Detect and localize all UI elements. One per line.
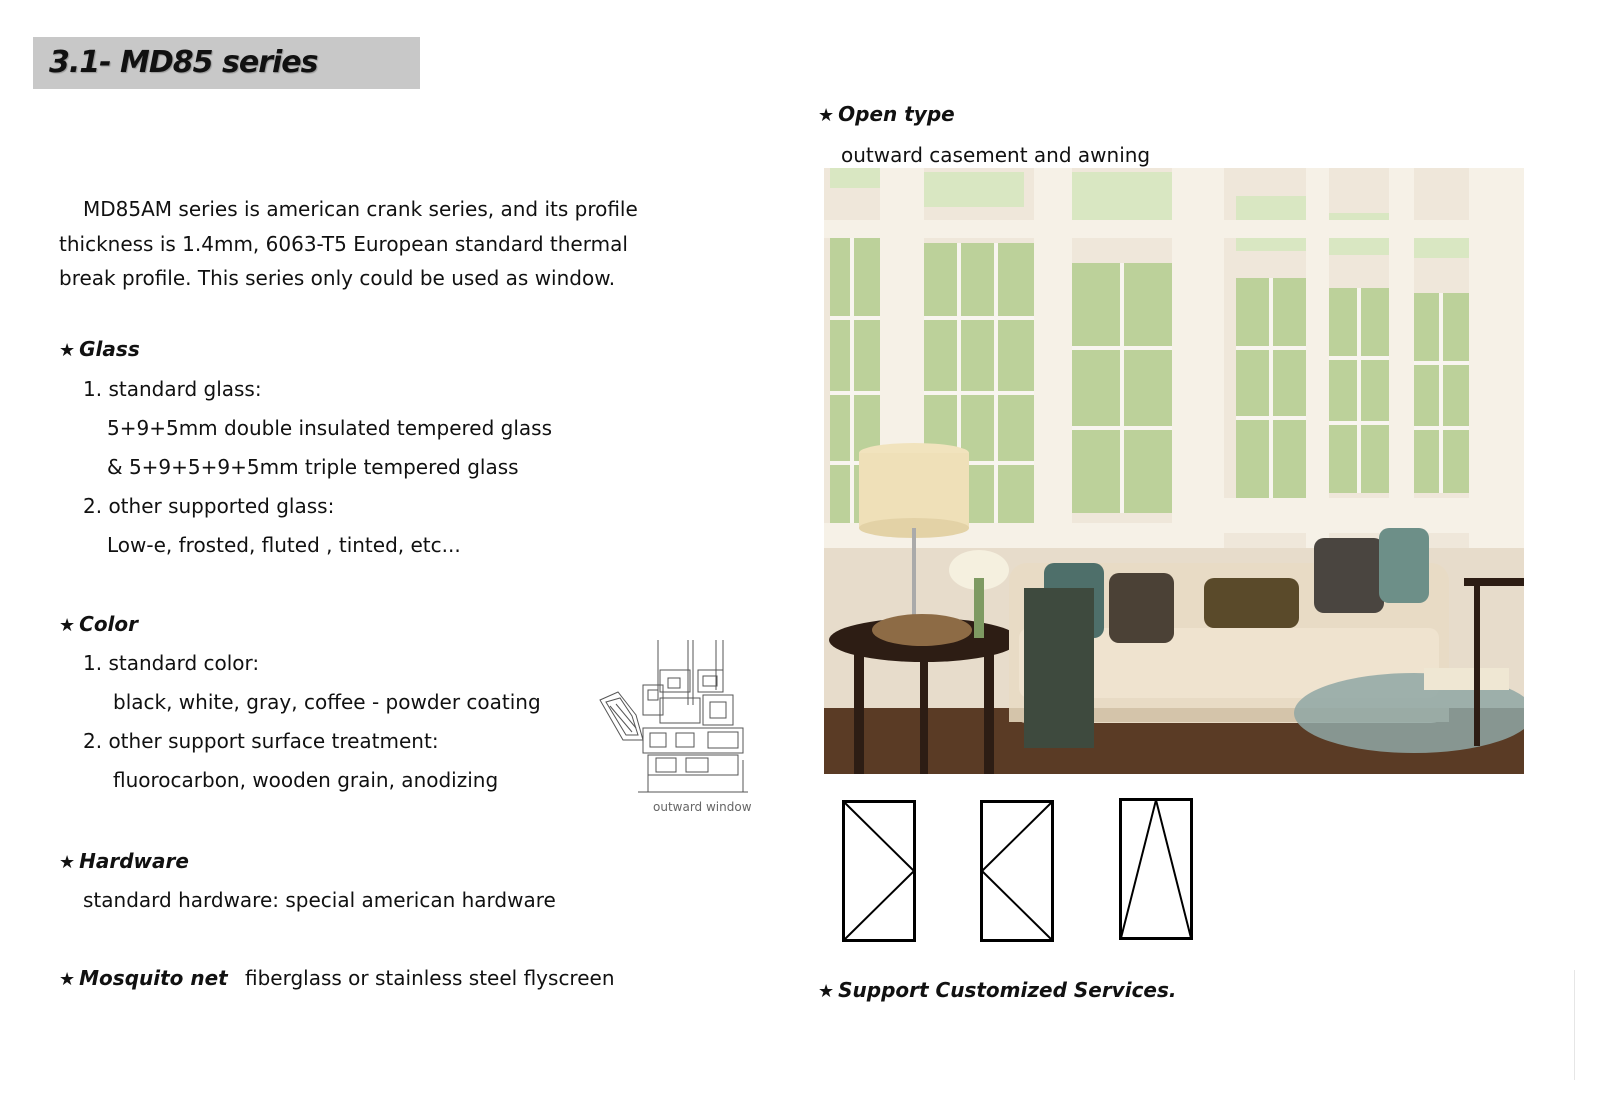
glass-heading — [59, 337, 140, 363]
casement-left-hinge-icon — [980, 800, 1054, 942]
support-heading — [818, 978, 1177, 1004]
casement-right-hinge-icon — [842, 800, 916, 942]
scrollbar-track[interactable] — [1574, 970, 1600, 1080]
star-icon: ★ — [59, 340, 76, 361]
glass-standard-label: 1. standard glass: — [83, 377, 262, 401]
glass-standard-line-2: & 5+9+5+9+5mm triple tempered glass — [107, 455, 519, 479]
page-title: 3.1- MD85 series — [49, 45, 318, 80]
open-type-heading — [818, 102, 955, 128]
star-icon: ★ — [59, 615, 76, 636]
intro-paragraph — [59, 192, 659, 296]
color-other-value: fluorocarbon, wooden grain, anodizing — [113, 768, 499, 792]
glass-other-label: 2. other supported glass: — [83, 494, 335, 518]
color-other-label: 2. other support surface treatment: — [83, 729, 439, 753]
color-heading-label: Color — [79, 612, 139, 636]
open-type-value: outward casement and awning — [841, 143, 1151, 167]
intro-line-1: MD85AM series is american crank series, and its profile — [83, 197, 638, 221]
hardware-heading — [59, 849, 189, 875]
intro-line-2: thickness is 1.4mm, 6063-T5 European standard thermal — [59, 231, 628, 256]
hardware-heading-label: Hardware — [79, 849, 189, 873]
profile-section-drawing — [598, 640, 758, 800]
mosquito-value: fiberglass or stainless steel flyscreen — [245, 966, 615, 990]
glass-standard-line-1: 5+9+5mm double insulated tempered glass — [107, 416, 552, 440]
section-caption: outward window — [653, 800, 752, 814]
intro-line-3: break profile. This series only could be used as window. — [59, 266, 616, 290]
color-standard-label: 1. standard color: — [83, 651, 260, 675]
awning-icon — [1119, 798, 1193, 940]
star-icon: ★ — [59, 969, 76, 990]
title-banner — [33, 37, 420, 89]
mosquito-heading-label: Mosquito net — [79, 966, 228, 990]
open-type-heading-label: Open type — [838, 102, 955, 126]
glass-other-value: Low-e, frosted, fluted , tinted, etc... — [107, 533, 461, 557]
living-room-window-photo — [824, 168, 1524, 774]
glass-heading-label: Glass — [79, 337, 140, 361]
star-icon: ★ — [818, 105, 835, 126]
star-icon: ★ — [59, 852, 76, 873]
star-icon: ★ — [818, 981, 835, 1002]
color-heading — [59, 612, 138, 638]
mosquito-heading — [59, 966, 228, 992]
support-label: Support Customized Services. — [838, 978, 1177, 1002]
hardware-value: standard hardware: special american hardware — [83, 888, 556, 912]
color-standard-value: black, white, gray, coffee - powder coating — [113, 690, 541, 714]
